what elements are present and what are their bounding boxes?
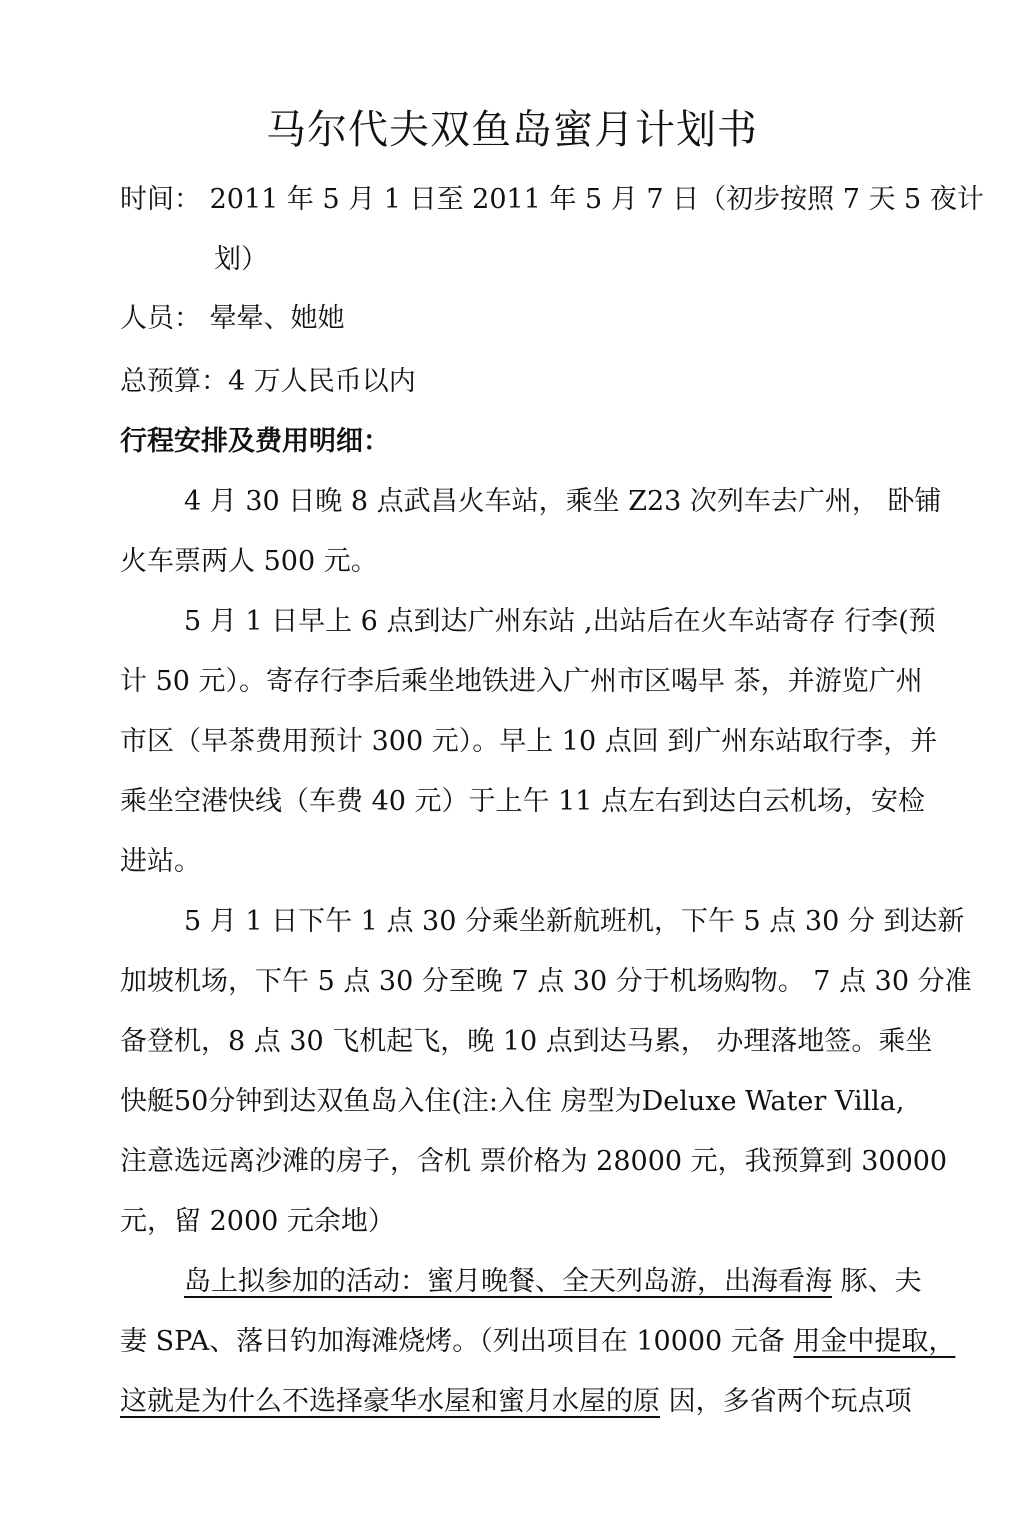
underlined-text: 这就是为什么不选择豪华水屋和蜜月水屋的原: [120, 1386, 660, 1417]
paragraph-line: 注意选远离沙滩的房子，含机 票价格为 28000 元，我预算到 30000: [120, 1146, 948, 1177]
paragraph-line: 火车票两人 500 元。: [120, 546, 378, 577]
paragraph-line: [184, 1264, 922, 1300]
paragraph-line: [120, 1324, 955, 1360]
section-heading: 行程安排及费用明细：: [120, 426, 390, 457]
underlined-text: 岛上拟参加的活动：蜜月晚餐、全天列岛游，出海看海: [184, 1266, 832, 1297]
underlined-text: 用金中提取，: [793, 1326, 956, 1357]
time-line-continued: 划）: [214, 244, 268, 275]
paragraph-line: 元，留 2000 元余地）: [120, 1206, 395, 1237]
paragraph-line: 市区（早茶费用预计 300 元）。早上 10 点回 到广州东站取行李，并: [120, 726, 938, 757]
paragraph-line: 5 月 1 日下午 1 点 30 分乘坐新航班机，下午 5 点 30 分 到达新: [184, 906, 965, 937]
plain-text: 因，多省两个玩点项: [660, 1386, 912, 1417]
paragraph-line: 5 月 1 日早上 6 点到达广州东站 ,出站后在火车站寄存 行李(预: [184, 606, 936, 637]
time-line: 时间： 2011 年 5 月 1 日至 2011 年 5 月 7 日（初步按照 7 天 5 夜计: [120, 184, 984, 215]
plain-text: 豚、夫: [832, 1266, 922, 1297]
paragraph-line: 进站。: [120, 846, 201, 877]
paragraph-line: 乘坐空港快线（车费 40 元）于上午 11 点左右到达白云机场，安检: [120, 786, 926, 817]
paragraph-line: 备登机，8 点 30 飞机起飞，晚 10 点到达马累， 办理落地签。乘坐: [120, 1026, 933, 1057]
paragraph-line: [120, 1384, 912, 1420]
paragraph-line: 4 月 30 日晚 8 点武昌火车站，乘坐 Z23 次列车去广州， 卧铺: [184, 486, 942, 517]
plain-text: 妻 SPA、落日钓加海滩烧烤。（列出项目在 10000 元备: [120, 1326, 794, 1357]
paragraph-line: 加坡机场，下午 5 点 30 分至晚 7 点 30 分于机场购物。 7 点 30 分准: [120, 966, 972, 997]
people-line: 人员： 晕晕、她她: [120, 303, 345, 334]
page-title: 马尔代夫双鱼岛蜜月计划书: [266, 107, 758, 153]
budget-line: 总预算：4 万人民币以内: [120, 366, 416, 397]
paragraph-line: 快艇50分钟到达双鱼岛入住(注:入住 房型为Deluxe Water Villa,: [120, 1086, 905, 1117]
paragraph-line: 计 50 元）。寄存行李后乘坐地铁进入广州市区喝早 茶，并游览广州: [120, 666, 923, 697]
